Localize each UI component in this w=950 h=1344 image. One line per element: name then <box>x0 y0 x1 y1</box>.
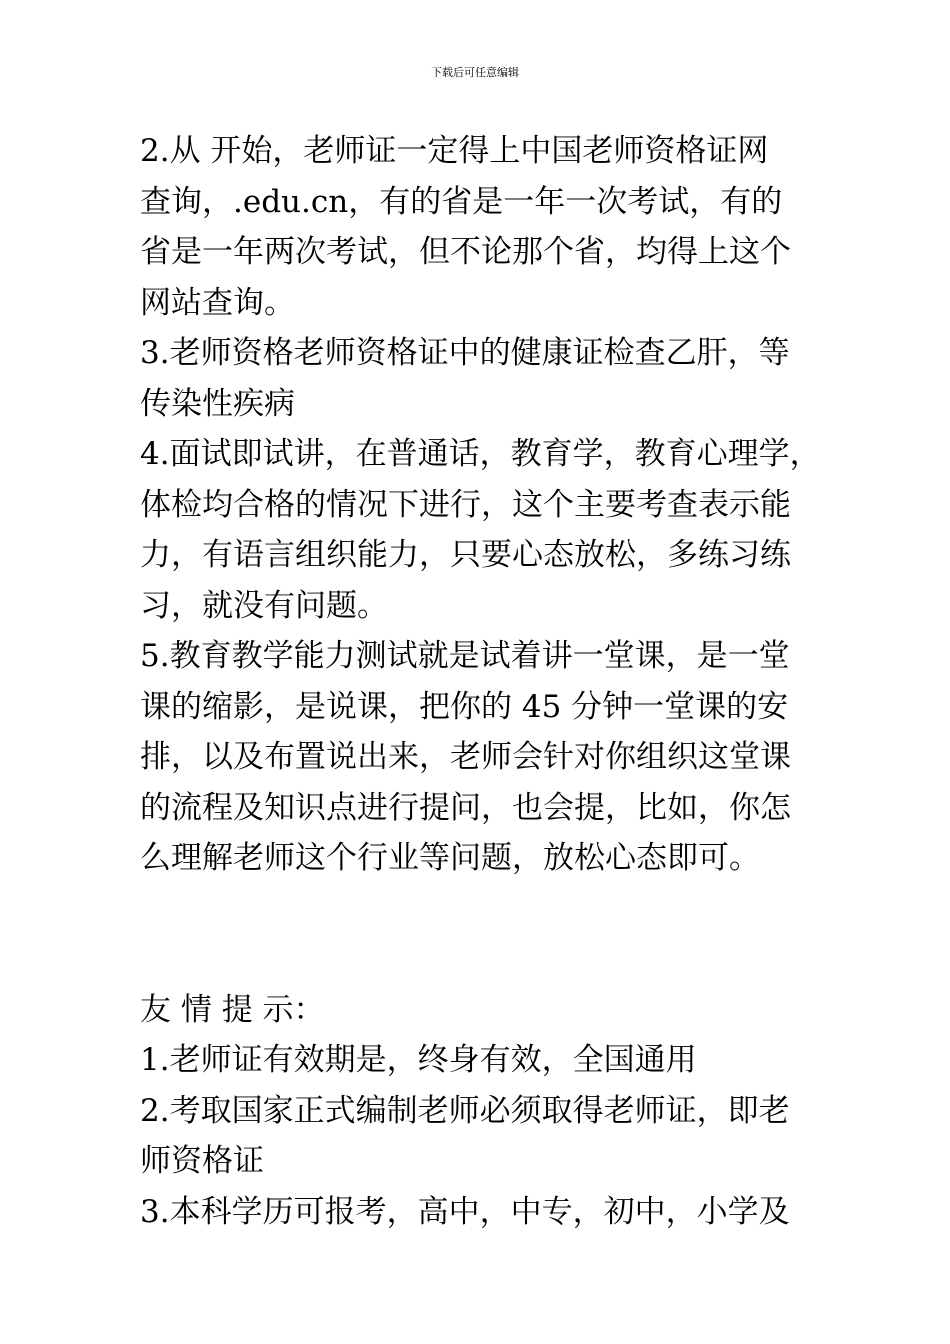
body-line: 5.教育教学能力测试就是试着讲一堂课，是一堂 <box>140 638 790 674</box>
body-line: 体检均合格的情况下进行，这个主要考查表示能 <box>140 486 791 523</box>
body-line: 查询，.edu.cn，有的省是一年一次考试，有的 <box>140 183 783 220</box>
tips-title: 友 情 提 示： <box>140 991 325 1028</box>
body-line: 省是一年两次考试，但不论那个省，均得上这个 <box>140 234 791 270</box>
body-line: 4.面试即试讲，在普通话，教育学，教育心理学， <box>140 436 821 472</box>
document-body <box>140 126 830 1237</box>
body-line: 排，以及布置说出来，老师会针对你组织这堂课 <box>140 739 791 775</box>
body-line: 么理解老师这个行业等问题，放松心态即可。 <box>140 840 760 876</box>
page-header: 下载后可任意编辑 <box>431 66 519 79</box>
body-line: 力，有语言组织能力，只要心态放松，多练习练 <box>140 537 791 573</box>
tip-line: 2.考取国家正式编制老师必须取得老师证，即老 <box>140 1092 790 1129</box>
body-line: 传染性疾病 <box>140 385 295 422</box>
tip-line: 师资格证 <box>140 1143 264 1179</box>
body-line: 2.从 开始，老师证一定得上中国老师资格证网 <box>140 133 769 169</box>
body-line: 网站查询。 <box>140 284 295 321</box>
body-line: 课的缩影，是说课，把你的 45 分钟一堂课的安 <box>140 688 789 725</box>
tip-line: 1.老师证有效期是，终身有效，全国通用 <box>140 1042 697 1078</box>
body-line: 的流程及知识点进行提问，也会提，比如，你怎 <box>140 789 791 826</box>
body-line: 3.老师资格老师资格证中的健康证检查乙肝，等 <box>140 335 790 371</box>
tip-line: 3.本科学历可报考，高中，中专，初中，小学及 <box>140 1193 790 1230</box>
section-gap <box>140 884 830 985</box>
body-line: 习，就没有问题。 <box>140 587 388 624</box>
